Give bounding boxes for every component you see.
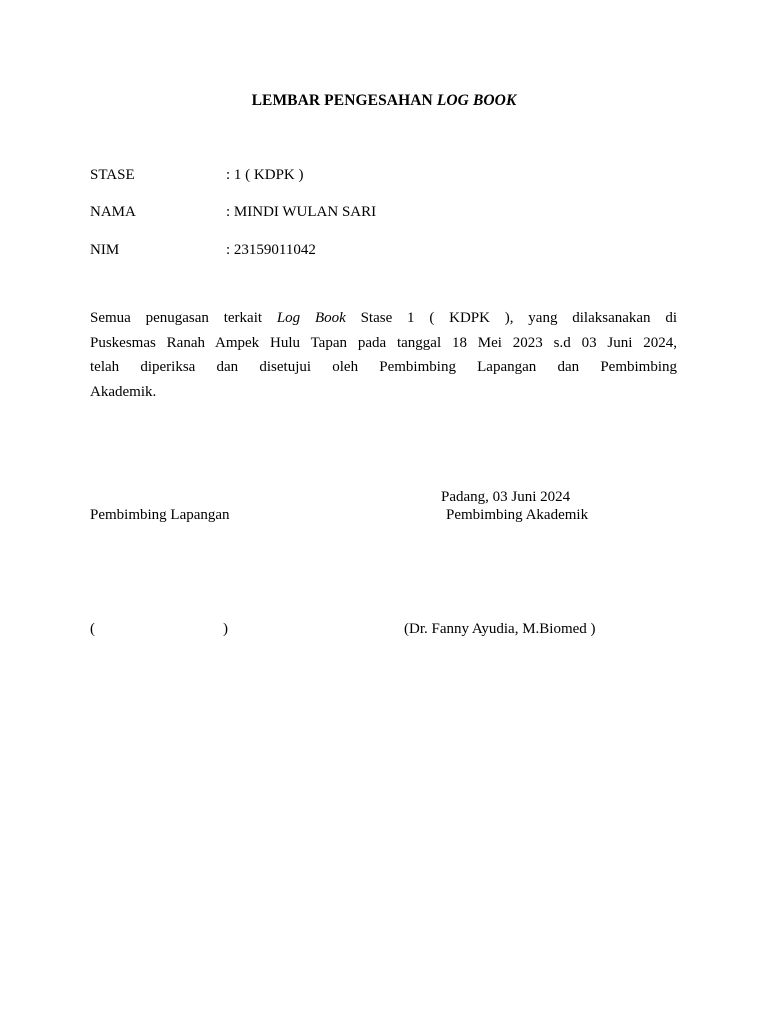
title-main: LEMBAR PENGESAHAN xyxy=(251,92,437,109)
paragraph-line-4: Akademik. xyxy=(90,384,157,401)
pembimbing-akademik-name: (Dr. Fanny Ayudia, M.Biomed ) xyxy=(404,621,596,637)
pembimbing-akademik-title: Pembimbing Akademik xyxy=(446,507,589,523)
field-nama-label: NAMA xyxy=(90,204,136,220)
paragraph-line-1 xyxy=(90,306,677,331)
paragraph-line-1-a: Semua penugasan terkait xyxy=(90,310,277,326)
paragraph-line-3: telah diperiksa dan disetujui oleh Pembimbing Lapangan dan Pembimbing xyxy=(90,359,677,376)
field-nim-value: : 23159011042 xyxy=(226,242,316,258)
field-stase-label: STASE xyxy=(90,167,135,183)
place-date: Padang, 03 Juni 2024 xyxy=(441,489,571,505)
body-paragraph xyxy=(90,306,677,405)
signature-open-paren: ( xyxy=(90,621,95,637)
title-italic: LOG BOOK xyxy=(436,92,517,109)
field-stase-value: : 1 ( KDPK ) xyxy=(226,167,304,183)
field-nim-label: NIM xyxy=(90,242,120,258)
page-title xyxy=(0,92,768,110)
signature-close-paren: ) xyxy=(223,621,228,637)
paragraph-line-1-italic: Log Book xyxy=(276,310,346,326)
field-nama-value: : MINDI WULAN SARI xyxy=(226,204,377,220)
pembimbing-lapangan-signature xyxy=(90,619,228,639)
paragraph-line-2: Puskesmas Ranah Ampek Hulu Tapan pada tanggal 18 Mei 2023 s.d 03 Juni 2024, xyxy=(90,334,677,351)
pembimbing-lapangan-title: Pembimbing Lapangan xyxy=(90,507,230,523)
paragraph-line-1-b: Stase 1 ( KDPK ), yang dilaksanakan di xyxy=(345,310,678,326)
